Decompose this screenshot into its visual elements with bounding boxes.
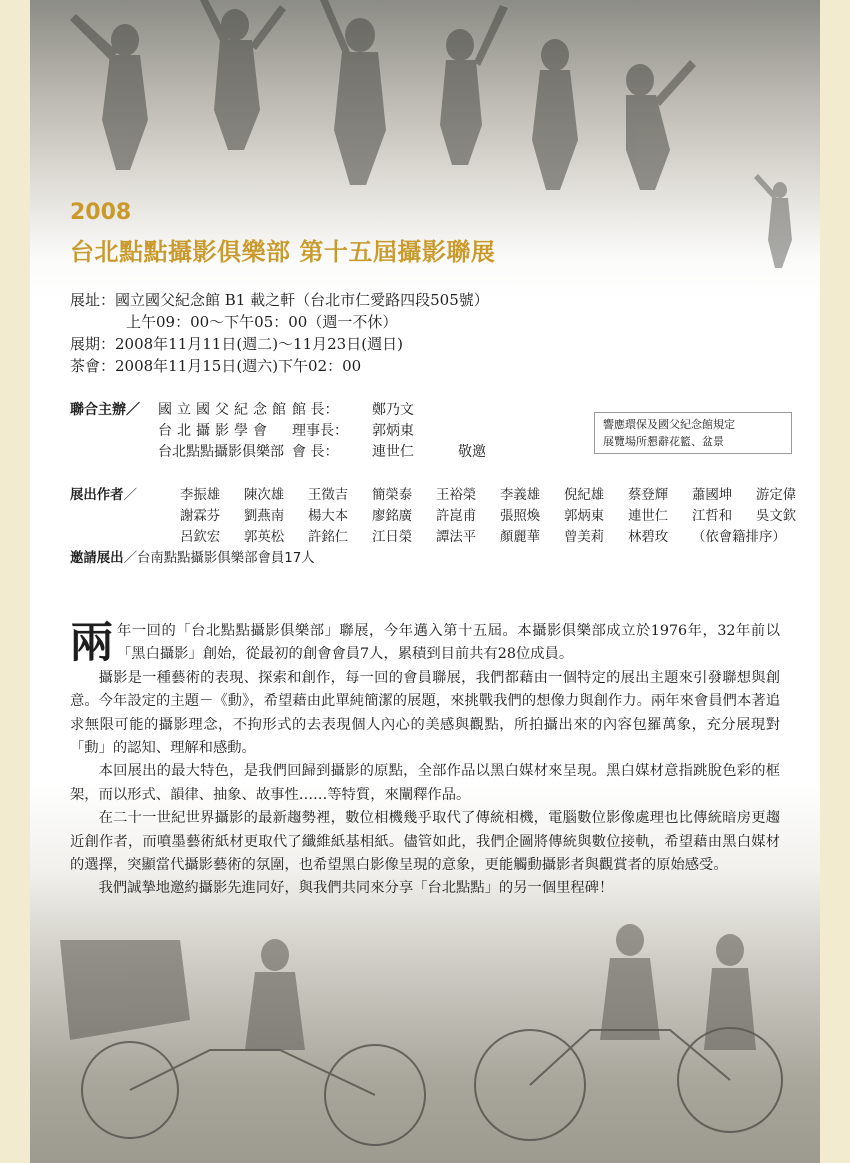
organizer-name: 國立國父紀念館 [158,402,291,418]
organizers-label: 聯合主辦／ [70,402,140,418]
exhibitor-name: 曾美莉 [564,530,605,545]
exhibitor-name: 楊大本 [308,509,349,524]
description-text [70,620,780,901]
organizer-role: 館 長： [292,402,339,418]
exhibitor-name: 林碧玫 [628,530,669,545]
organizer-role: 理事長： [292,423,348,439]
exhibitor-name: 江日榮 [372,530,413,545]
exhibitors-label: 展出作者／ [70,488,137,503]
exhibitor-name: 劉燕南 [244,509,285,524]
organizer-name: 台北點點攝影俱樂部 [158,444,284,460]
rickshaw-bicycle-photo [30,900,820,1163]
exhibitor-name: 游定偉 [756,488,797,503]
exhibitor-name: 廖銘廣 [372,509,413,524]
exhibitor-name: 蔡登輝 [628,488,669,503]
organizer-person: 郭炳東 [372,423,414,439]
organizer-name: 台北攝影學會 [158,423,272,439]
exhibitor-name: 李義雄 [500,488,541,503]
exhibitor-name: 陳次雄 [244,488,285,503]
exhibitor-name: 簡榮泰 [372,488,413,503]
exhibitor-name: 王徵吉 [308,488,349,503]
organizer-row [70,442,486,463]
exhibitor-row [70,527,820,548]
organizer-person: 連世仁 [372,444,414,460]
venue-line: 展址：國立國父紀念館 B1 載之軒（台北市仁愛路四段505號） [70,291,489,309]
exhibitor-name: 許崑甫 [436,509,477,524]
paragraph: 兩年一回的「台北點點攝影俱樂部」聯展，今年邁入第十五屆。本攝影俱樂部成立於1976年，32年前以「黑白攝影」創始，從最初的創會會員7人，累積到目前共有28位成員。 [70,618,780,668]
exhibitor-name: 蕭國坤 [692,488,733,503]
notice-line: 展覽場所懇辭花籃、盆景 [603,435,724,448]
invited-label: 邀請展出 [70,551,124,566]
organizer-row [70,400,486,421]
poster-page [30,0,820,1163]
paragraph: 本回展出的最大特色，是我們回歸到攝影的原點，全部作品以黑白媒材來呈現。黑白媒材意指跳脫色彩的框架，而以形式、韻律、抽象、故事性……等特質，來闡釋作品。 [70,763,780,803]
invited-row [70,548,820,569]
exhibition-year: 2008 [70,200,132,225]
exhibitor-name: 許銘仁 [308,530,349,545]
invited-text: ／台南點點攝影俱樂部會員17人 [123,551,315,566]
exhibitor-name: 李振雄 [180,488,221,503]
environment-notice [594,412,792,454]
notice-line: 響應環保及國父紀念館規定 [603,418,735,431]
exhibitor-name: 張照煥 [500,509,541,524]
drop-cap: 兩 [70,618,113,668]
organizer-person: 鄭乃文 [372,402,414,418]
exhibition-info [70,289,489,377]
exhibitor-name: 譚法平 [436,530,477,545]
exhibitor-name: 顏麗華 [500,530,541,545]
exhibitor-row [70,506,820,527]
exhibitor-name: 倪紀雄 [564,488,605,503]
tea-party-time: 茶會：2008年11月15日(週六)下午02：00 [70,357,362,375]
paragraph: 攝影是一種藝術的表現、探索和創作，每一回的會員聯展，我們都藉由一個特定的展出主題來引發聯想與創意。今年設定的主題－《動》，希望藉由此單純簡潔的展題，來挑戰我們的想像力與創作力。兩年來會員們本著追求無限可能的攝影理念，不拘形式的去表現個人內心的美感與觀點，所拍攝出來的內容包羅萬象，充分展現對「動」的認知、理解和感動。 [70,669,780,757]
exhibitor-name: 王裕榮 [436,488,477,503]
exhibition-title: 台北點點攝影俱樂部 第十五屆攝影聯展 [70,238,496,266]
exhibitor-name: 謝霖芬 [180,509,221,524]
opening-hours: 上午09：00～下午05：00（週一不休） [126,313,398,331]
exhibitors-block [70,485,820,569]
exhibitor-name: 郭炳東 [564,509,605,524]
exhibitor-row [70,485,820,506]
organizers-block [70,400,486,463]
sort-note: （依會籍排序） [692,530,786,545]
closing-word: 敬邀 [458,444,486,460]
exhibitor-name: 江哲和 [692,509,733,524]
organizer-row [70,421,486,442]
organizer-role: 會 長： [292,444,339,460]
exhibitor-name: 吳文欽 [756,509,797,524]
exhibitor-name: 連世仁 [628,509,669,524]
paragraph: 在二十一世紀世界攝影的最新趨勢裡，數位相機幾乎取代了傳統相機，電腦數位影像處理也比傳統暗房更趨近創作者，而噴墨藝術紙材更取代了纖維紙基相紙。儘管如此，我們企圖將傳統與數位接軌，希望藉由黑白媒材的選擇，突顯當代攝影藝術的氛圍，也希望黑白影像呈現的意象，更能觸動攝影者與觀賞者的原始感受。 [70,810,780,874]
exhibition-dates: 展期：2008年11月11日(週二)～11月23日(週日) [70,335,403,353]
exhibitor-name: 郭英松 [244,530,285,545]
exhibitor-name: 呂欽宏 [180,530,221,545]
paragraph: 我們誠摯地邀約攝影先進同好，與我們共同來分享「台北點點」的另一個里程碑！ [98,880,614,897]
